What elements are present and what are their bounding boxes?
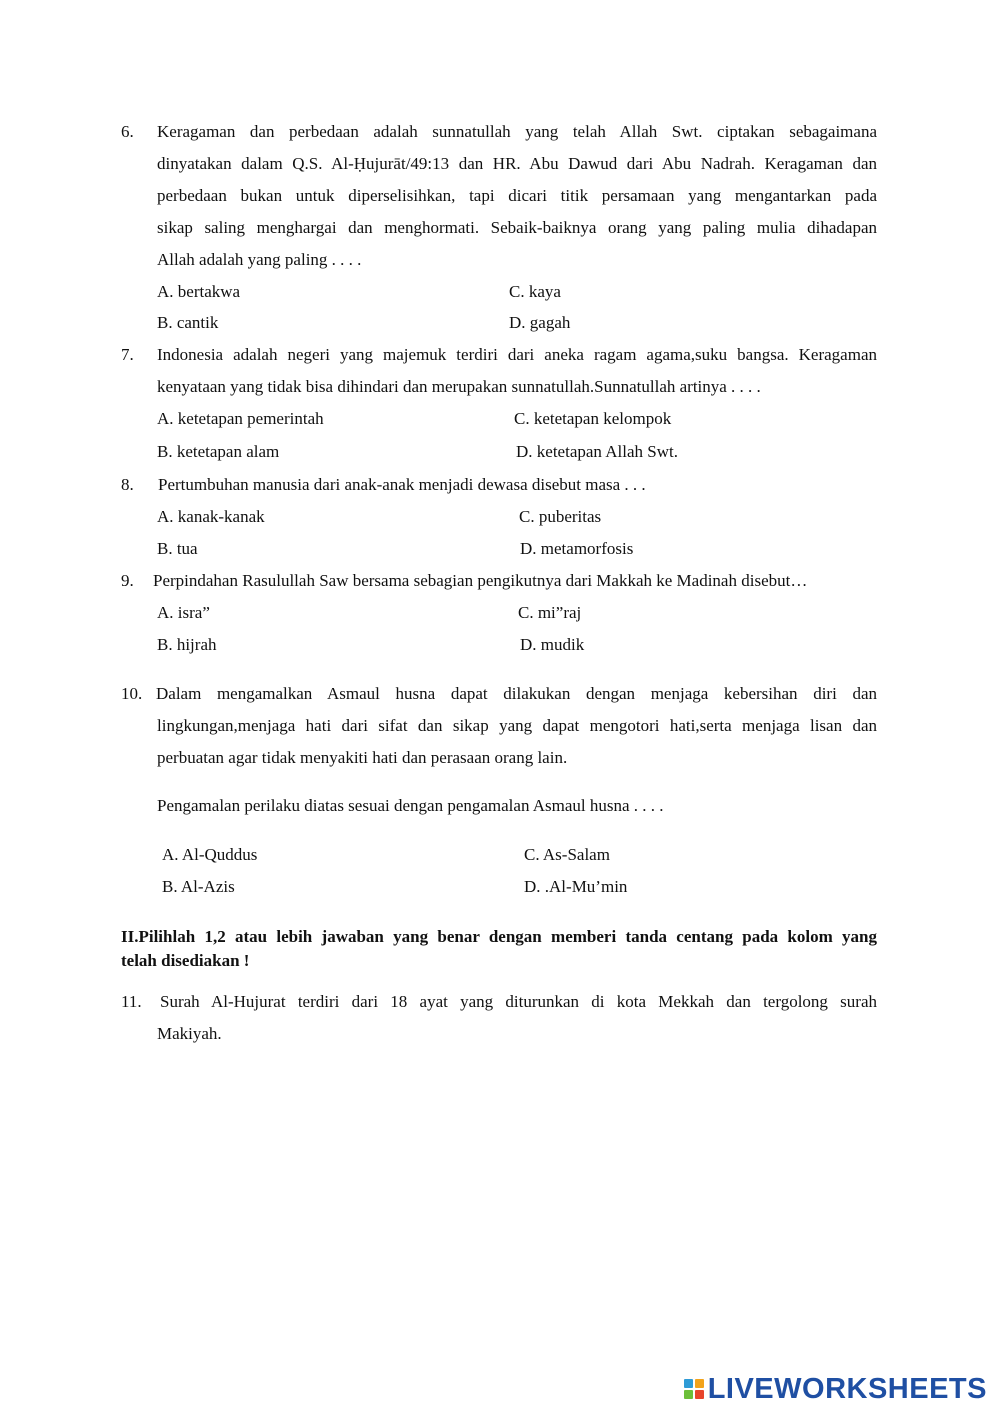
question-text-line: Allah adalah yang paling . . . . <box>157 250 362 269</box>
logo-mark-icon <box>684 1379 704 1399</box>
logo-square <box>684 1379 693 1388</box>
question-text-line: Perpindahan Rasulullah Saw bersama sebagian pengikutnya dari Makkah ke Madinah disebut… <box>153 571 808 590</box>
option-c[interactable]: C. As-Salam <box>524 845 610 864</box>
question-text-line: dinyatakan dalam Q.S. Al-Ḥujurāt/49:13 dan HR. Abu Dawud dari Abu Nadrah. Keragaman dan <box>157 154 877 173</box>
question-text-line: Dalam mengamalkan Asmaul husna dapat dilakukan dengan menjaga kebersihan diri dan <box>156 684 877 703</box>
section-heading-line: telah disediakan ! <box>121 951 250 970</box>
logo-square <box>695 1390 704 1399</box>
question-text-line: Pertumbuhan manusia dari anak-anak menjadi dewasa disebut masa . . . <box>158 475 646 494</box>
option-b[interactable]: B. ketetapan alam <box>157 442 280 461</box>
question-text-line: lingkungan,menjaga hati dari sifat dan sikap yang dapat mengotori hati,serta menjaga lisan dan <box>157 716 877 735</box>
logo-square <box>695 1379 704 1388</box>
option-a[interactable]: A. bertakwa <box>157 282 241 301</box>
option-c[interactable]: C. puberitas <box>519 507 602 526</box>
option-a[interactable]: A. isra” <box>157 603 210 622</box>
question-number: 11. <box>121 992 142 1011</box>
question-number: 7. <box>121 345 134 364</box>
option-a[interactable]: A. Al-Quddus <box>162 845 258 864</box>
question-text-line: Indonesia adalah negeri yang majemuk terdiri dari aneka ragam agama,suku bangsa. Keragaman <box>157 345 877 364</box>
question-number: 6. <box>121 122 134 141</box>
option-c[interactable]: C. kaya <box>509 282 561 301</box>
option-c[interactable]: C. ketetapan kelompok <box>514 409 672 428</box>
section-heading-line: II.Pilihlah 1,2 atau lebih jawaban yang benar dengan memberi tanda centang pada kolom yang <box>121 927 877 946</box>
option-b[interactable]: B. tua <box>157 539 198 558</box>
question-text-line: Surah Al-Hujurat terdiri dari 18 ayat yang diturunkan di kota Mekkah dan tergolong surah <box>160 992 877 1011</box>
option-d[interactable]: D. .Al-Mu’min <box>524 877 628 896</box>
option-b[interactable]: B. cantik <box>157 313 219 332</box>
logo-square <box>684 1390 693 1399</box>
option-b[interactable]: B. hijrah <box>157 635 217 654</box>
question-text-line: perbedaan bukan untuk diperselisihkan, tapi dicari titik persamaan yang mengantarkan pada <box>157 186 877 205</box>
option-c[interactable]: C. mi”raj <box>518 603 582 622</box>
option-d[interactable]: D. metamorfosis <box>520 539 634 558</box>
option-d[interactable]: D. gagah <box>509 313 571 332</box>
question-number: 8. <box>121 475 134 494</box>
option-d[interactable]: D. ketetapan Allah Swt. <box>516 442 678 461</box>
option-d[interactable]: D. mudik <box>520 635 585 654</box>
question-text-line: Makiyah. <box>157 1024 222 1043</box>
question-text-line: sikap saling menghargai dan menghormati. Sebaik-baiknya orang yang paling mulia dihadapan <box>157 218 877 237</box>
question-text-line: perbuatan agar tidak menyakiti hati dan perasaan orang lain. <box>157 748 568 767</box>
logo-text: LIVEWORKSHEETS <box>707 1372 987 1405</box>
question-number: 9. <box>121 571 134 590</box>
question-text-line: kenyataan yang tidak bisa dihindari dan merupakan sunnatullah.Sunnatullah artinya . . . . <box>157 377 761 396</box>
question-prompt: Pengamalan perilaku diatas sesuai dengan pengamalan Asmaul husna . . . . <box>157 796 664 815</box>
option-b[interactable]: B. Al-Azis <box>162 877 235 896</box>
option-a[interactable]: A. ketetapan pemerintah <box>157 409 324 428</box>
option-a[interactable]: A. kanak-kanak <box>157 507 265 526</box>
liveworksheets-logo <box>684 1372 987 1406</box>
question-text-line: Keragaman dan perbedaan adalah sunnatullah yang telah Allah Swt. ciptakan sebagaimana <box>157 122 877 141</box>
question-number: 10. <box>121 684 143 703</box>
